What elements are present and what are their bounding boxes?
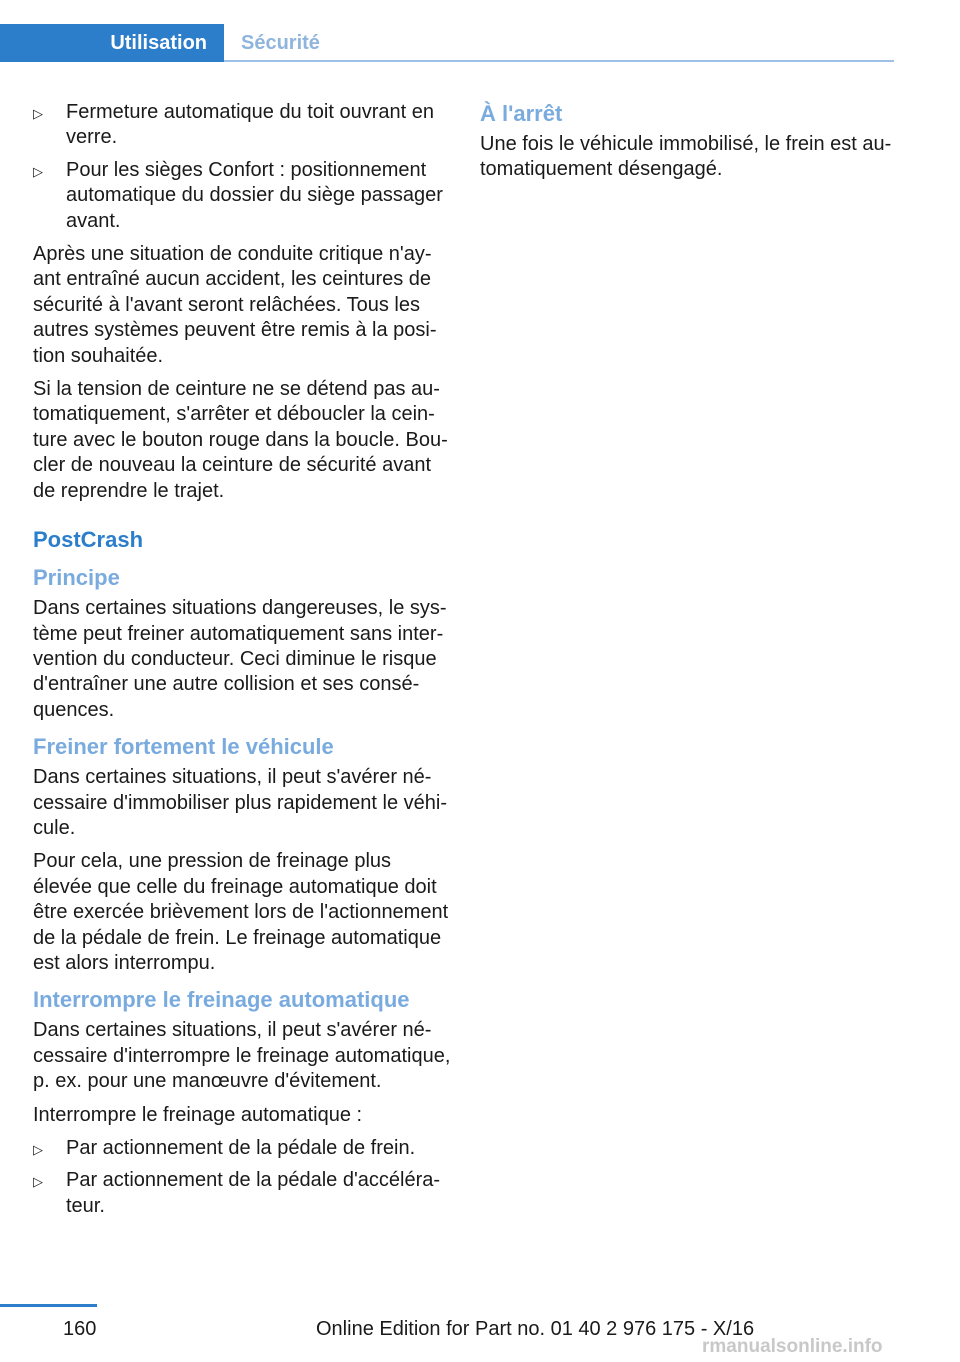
list-item-text: Par actionnement de la pédale d'accélérateur. xyxy=(66,1169,441,1217)
list-item xyxy=(33,158,451,234)
bullet-list-top xyxy=(33,100,451,234)
header-tabs xyxy=(0,24,894,62)
subtitle-arret: À l'arrêt xyxy=(480,101,563,126)
tab-underline xyxy=(224,60,894,62)
triangle-bullet-icon: ▷ xyxy=(33,1142,43,1157)
edition-text: Online Edition for Part no. 01 40 2 976 175 - X/16 xyxy=(316,1318,755,1340)
triangle-bullet-icon: ▷ xyxy=(33,1174,43,1190)
bullet-list-bottom xyxy=(33,1136,451,1219)
paragraph: Après une situation de conduite critique n'ayant entraîné aucun accident, les ceintures de sécurité à l'avant seront relâchées. Tous les autres systèmes peuvent être remis à la position souhaitée. xyxy=(33,243,437,367)
footer-rule xyxy=(0,1304,97,1307)
paragraph: Dans certaines situations, il peut s'avérer nécessaire d'interrompre le freinage automatique, p. ex. pour une manœuvre d'évitement. xyxy=(33,1019,451,1093)
paragraph: Dans certaines situations, il peut s'avérer nécessaire d'immobiliser plus rapidement le véhicule. xyxy=(33,766,447,839)
page-number: 160 xyxy=(63,1318,97,1340)
paragraph: Interrompre le freinage automatique : xyxy=(33,1103,363,1126)
list-item-text: Pour les sièges Confort : positionnement automatique du dossier du siège passager avant. xyxy=(66,158,443,232)
paragraph: Pour cela, une pression de freinage plus élevée que celle du freinage automatique doit être exercée brièvement lors de l'actionnement de la pédale de frein. Le freinage automatique est alors interrompu. xyxy=(33,850,449,974)
list-item xyxy=(33,100,451,151)
list-item-text: Par actionnement de la pédale de frein. xyxy=(66,1137,416,1159)
triangle-bullet-icon: ▷ xyxy=(33,106,43,121)
section-title-postcrash: PostCrash xyxy=(33,527,144,553)
subtitle-freiner: Freiner fortement le véhicule xyxy=(33,734,334,760)
paragraph: Dans certaines situations dangereuses, le système peut freiner automatiquement sans intervention du conducteur. Ceci diminue le risque d'entraîner une autre collision et ses conséquences. xyxy=(33,597,447,721)
paragraph: Une fois le véhicule immobilisé, le frein est automatiquement désengagé. xyxy=(480,133,892,181)
subtitle-interrompre: Interrompre le freinage automatique xyxy=(33,987,410,1013)
tab-utilisation[interactable]: Utilisation xyxy=(0,24,224,62)
triangle-bullet-icon: ▷ xyxy=(33,163,43,179)
list-item-text: Fermeture automatique du toit ouvrant en verre. xyxy=(66,101,434,149)
list-item xyxy=(33,1168,451,1219)
watermark: rmanualsonline.info xyxy=(702,1336,883,1357)
paragraph: Si la tension de ceinture ne se détend pas automatiquement, s'arrêter et déboucler la ceinture avec le bouton rouge dans la boucle. Boucler de nouveau la ceinture de sécurité avant de reprendre le trajet. xyxy=(33,378,448,502)
list-item xyxy=(33,1136,451,1161)
left-column xyxy=(33,100,451,1227)
tab-securite[interactable]: Sécurité xyxy=(241,31,320,54)
subtitle-principe: Principe xyxy=(33,565,120,591)
right-column xyxy=(480,100,892,191)
